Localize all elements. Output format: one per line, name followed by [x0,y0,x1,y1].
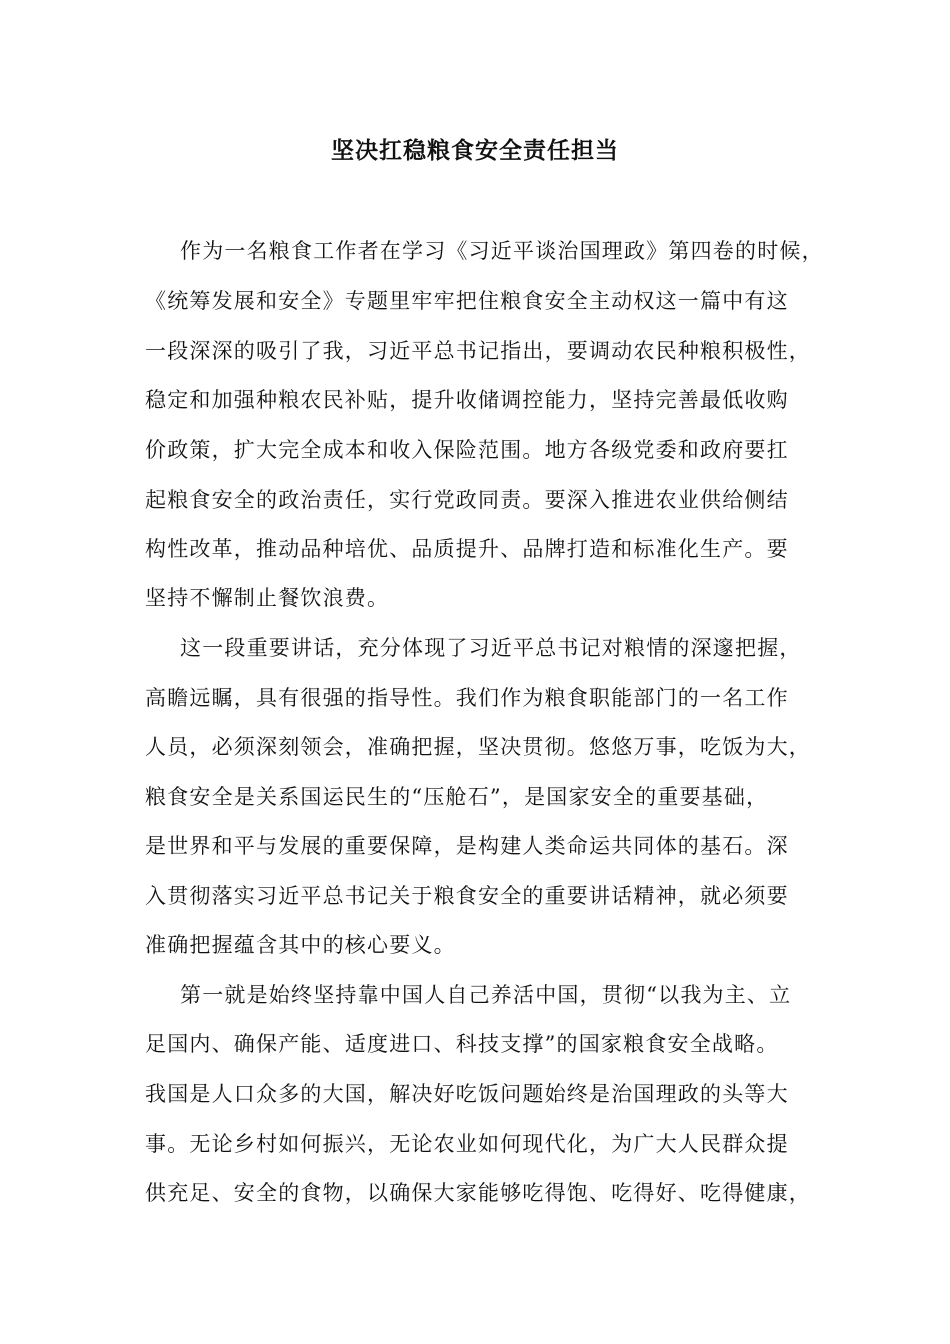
body-line: 足国内、确保产能、适度进口、科技支撑”的国家粮食安全战略。 [145,1032,779,1056]
body-line: 构性改革，推动品种培优、品质提升、品牌打造和标准化生产。要 [145,537,789,561]
body-line: 高瞻远瞩，具有很强的指导性。我们作为粮食职能部门的一名工作 [145,686,789,710]
body-line: 供充足、安全的食物，以确保大家能够吃得饱、吃得好、吃得健康， [145,1181,811,1205]
body-line: 《统筹发展和安全》专题里牢牢把住粮食安全主动权这一篇中有这 [145,289,789,313]
body-line: 起粮食安全的政治责任，实行党政同责。要深入推进农业供给侧结 [145,488,789,512]
body-line: 这一段重要讲话，充分体现了习近平总书记对粮情的深邃把握， [180,636,802,660]
body-line: 作为一名粮食工作者在学习《习近平谈治国理政》第四卷的时候， [180,239,824,263]
body-line: 坚持不懈制止餐饮浪费。 [145,586,390,610]
document-title: 坚决扛稳粮食安全责任担当 [331,137,619,164]
body-line: 事。无论乡村如何振兴，无论农业如何现代化，为广大人民群众提 [145,1132,789,1156]
body-line: 一段深深的吸引了我，习近平总书记指出，要调动农民种粮积极性， [145,339,811,363]
body-line: 人员，必须深刻领会，准确把握，坚决贯彻。悠悠万事，吃饭为大， [145,735,811,759]
body-line: 入贯彻落实习近平总书记关于粮食安全的重要讲话精神，就必须要 [145,884,789,908]
body-line: 稳定和加强种粮农民补贴，提升收储调控能力，坚持完善最低收购 [145,388,789,412]
body-line: 是世界和平与发展的重要保障，是构建人类命运共同体的基石。深 [145,834,789,858]
body-line: 价政策，扩大完全成本和收入保险范围。地方各级党委和政府要扛 [145,438,789,462]
body-line: 准确把握蕴含其中的核心要义。 [145,933,456,957]
body-line: 粮食安全是关系国运民生的“压舱石”，是国家安全的重要基础， [145,785,769,809]
body-line: 第一就是始终坚持靠中国人自己养活中国，贯彻“以我为主、立 [180,983,792,1007]
body-line: 我国是人口众多的大国，解决好吃饭问题始终是治国理政的头等大 [145,1082,789,1106]
